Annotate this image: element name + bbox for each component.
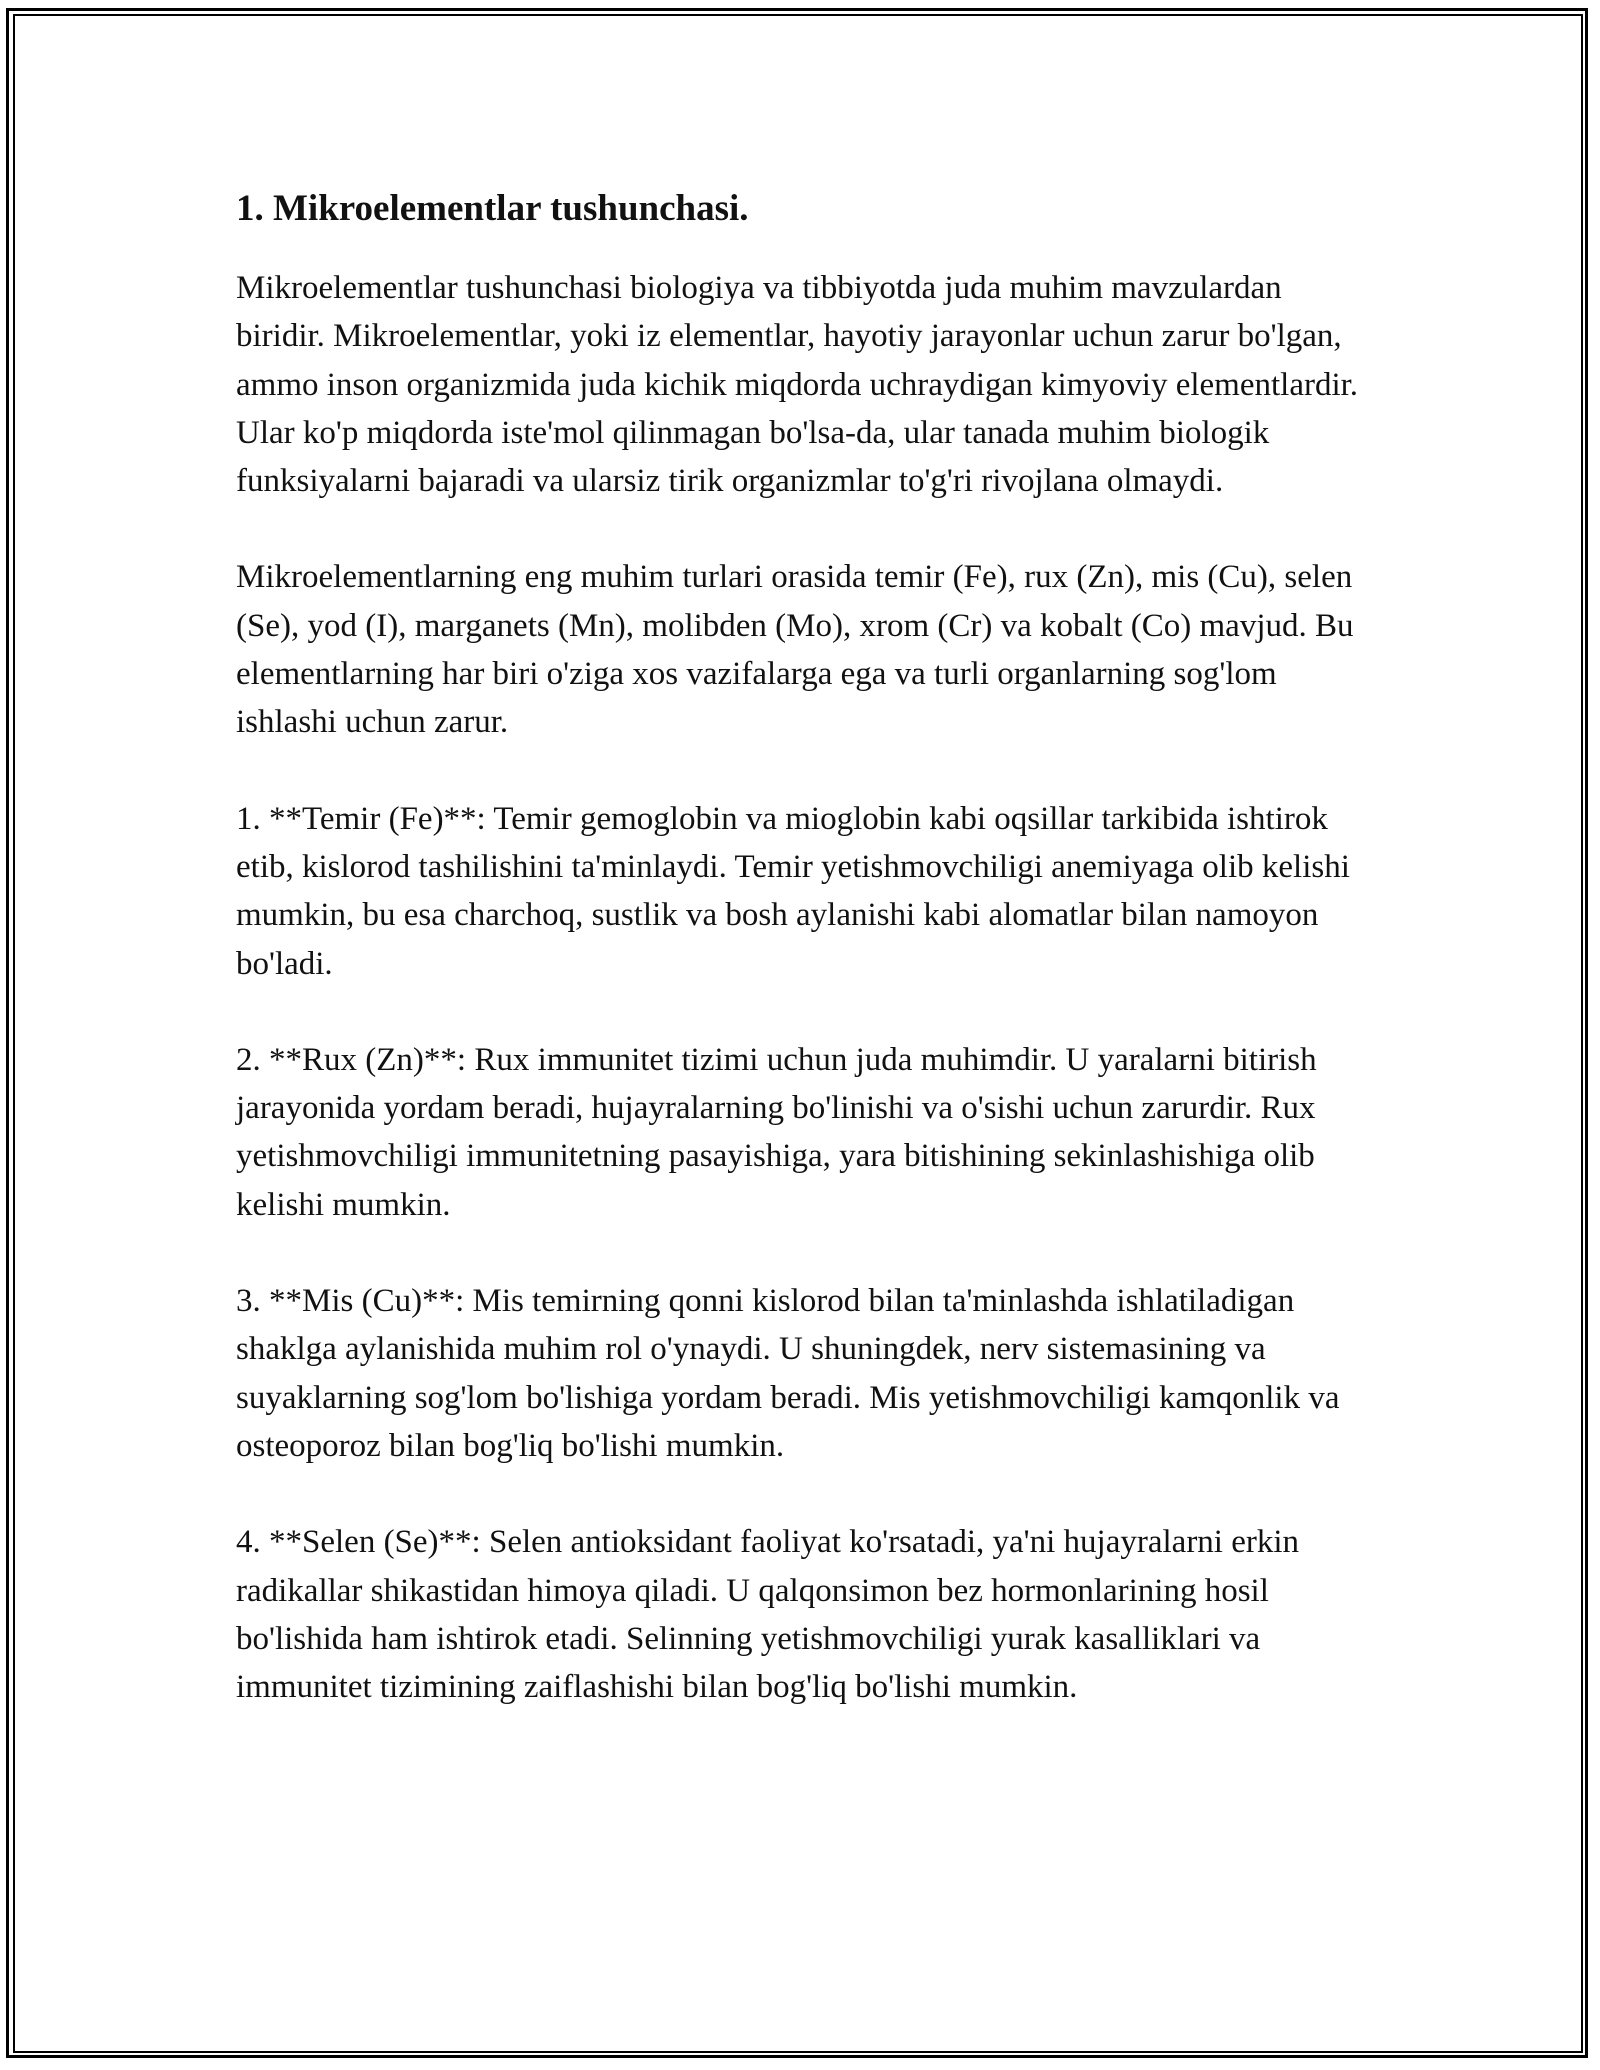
paragraph-selenium: 4. **Selen (Se)**: Selen antioksidant faoliyat ko'rsatadi, ya'ni hujayralarni erkin radikallar shikastidan himoya qiladi. U qalqonsimon bez hormonlarining hosil bo'lishida ham ishtirok etadi. Selinning yetishmovchiligi yurak kasalliklari va immunitet tizimining zaiflashishi bilan bog'liq bo'lishi mumkin. <box>236 1524 1300 1706</box>
paragraph-types: Mikroelementlarning eng muhim turlari orasida temir (Fe), rux (Zn), mis (Cu), selen (Se), yod (I), marganets (Mn), molibden (Mo), xrom (Cr) va kobalt (Co) mavjud. Bu elementlarning har biri o'ziga xos vazifalarga ega va turli organlarning sog'lom ishlashi uchun zarur. <box>236 559 1354 741</box>
paragraph-iron: 1. **Temir (Fe)**: Temir gemoglobin va mioglobin kabi oqsillar tarkibida ishtirok etib, kislorod tashilishini ta'minlaydi. Temir yetishmovchiligi anemiyaga olib kelishi mumkin, bu esa charchoq, sustlik va bosh aylanishi kabi alomatlar bilan namoyon bo'ladi. <box>236 800 1350 982</box>
document-body <box>236 186 1366 1759</box>
section-heading: 1. Mikroelementlar tushunchasi. <box>236 188 749 229</box>
paragraph-copper: 3. **Mis (Cu)**: Mis temirning qonni kislorod bilan ta'minlashda ishlatiladigan shaklga aylanishida muhim rol o'ynaydi. U shuningdek, nerv sistemasining va suyaklarning sog'lom bo'lishiga yordam beradi. Mis yetishmovchiligi kamqonlik va osteoporoz bilan bog'liq bo'lishi mumkin. <box>236 1283 1340 1464</box>
paragraph-intro: Mikroelementlar tushunchasi biologiya va tibbiyotda juda muhim mavzulardan biridir. Mikroelementlar, yoki iz elementlar, hayotiy jarayonlar uchun zarur bo'lgan, ammo inson organizmida juda kichik miqdorda uchraydigan kimyoviy elementlardir. Ular ko'p miqdorda iste'mol qilinmagan bo'lsa-da, ular tanada muhim biologik funksiyalarni bajaradi va ularsiz tirik organizmlar to'g'ri rivojlana olmaydi. <box>236 270 1359 500</box>
paragraph-zinc: 2. **Rux (Zn)**: Rux immunitet tizimi uchun juda muhimdir. U yaralarni bitirish jarayonida yordam beradi, hujayralarning bo'linishi va o'sishi uchun zarurdir. Rux yetishmovchiligi immunitetning pasayishiga, yara bitishining sekinlashishiga olib kelishi mumkin. <box>236 1041 1317 1223</box>
